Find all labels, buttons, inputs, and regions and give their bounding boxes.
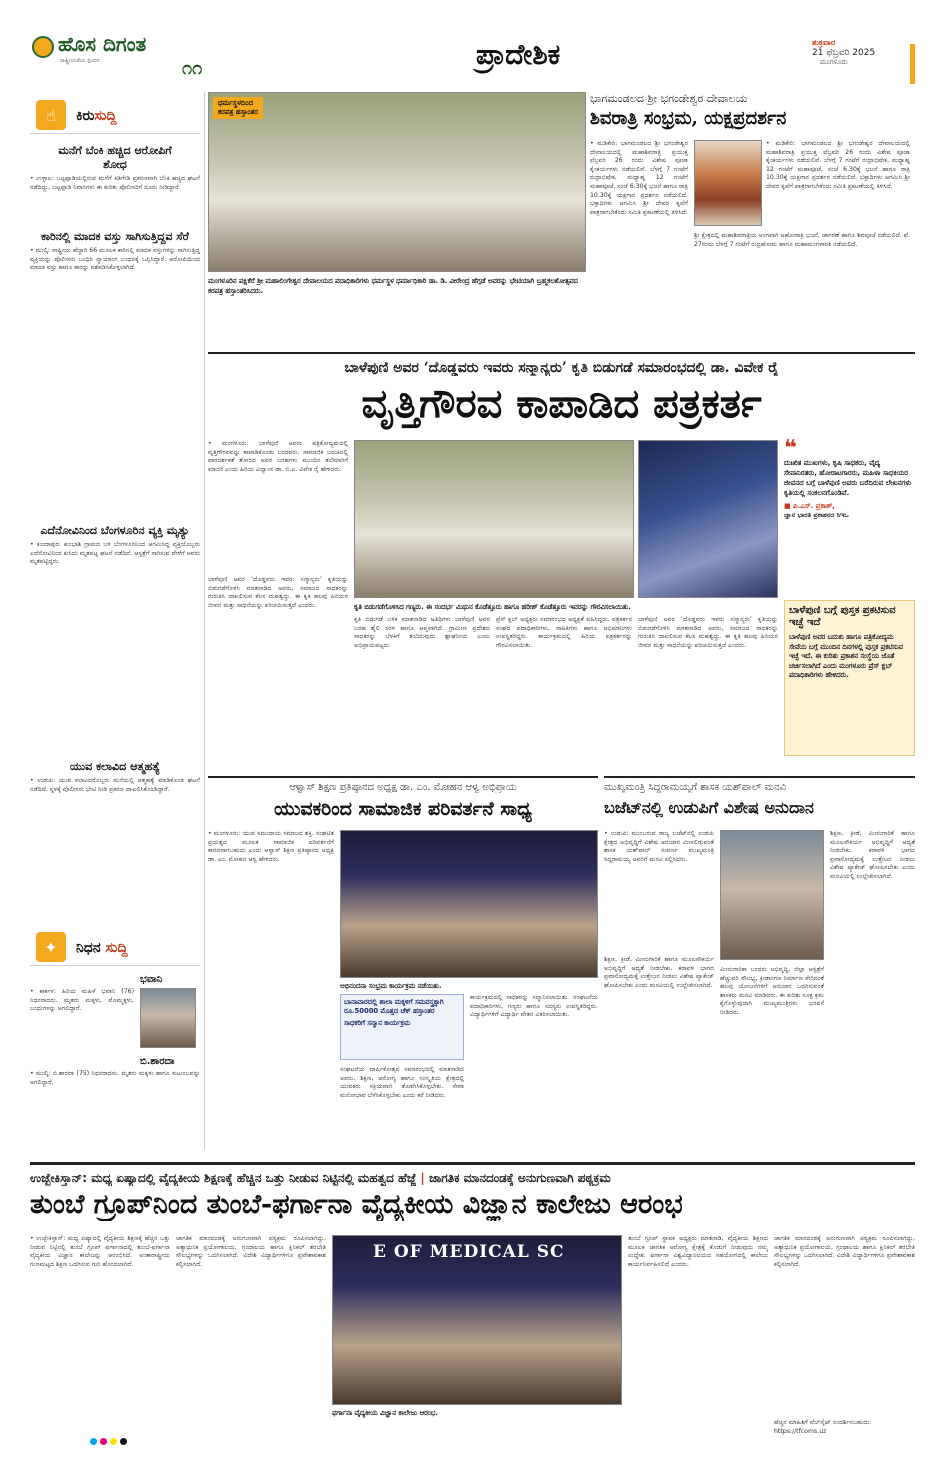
story-body: ಶಿಕ್ಷಣ, ಕ್ರೀಡೆ, ಮೀನುಗಾರಿಕೆ ಹಾಗೂ ಮೂಲಸೌಕರ್ಯ ಅಭಿವೃದ್ಧಿಗೆ ಆದ್ಯತೆ ನೀಡಬೇಕು. ಕರಾವಳಿ ಭಾಗದ ಪ್ರವಾಸೋದ್ಯಮಕ್ಕೆ ಉತ್ತೇಜನ ನೀಡಲು ವಿಶೇಷ ಪ್ಯಾಕೇಜ್ ಘೋಷಿಸಬೇಕು ಎಂದು ಮನವಿಯಲ್ಲಿ ಉಲ್ಲೇಖಿಸಲಾಗಿದೆ. [604, 956, 714, 989]
color-dot [120, 1438, 127, 1445]
kiru-item-body: • ಮುಲ್ಕಿ: ರಾಷ್ಟ್ರೀಯ ಹೆದ್ದಾರಿ 66 ಮೂಲಕ ಕಾರಿನಲ್ಲಿ ಮಾದಕ ವಸ್ತುಗಳನ್ನು ಸಾಗಿಸುತ್ತಿದ್ದ ವ್ಯಕ್ತಿಯನ್ನು ಪೊಲೀಸರು ಬಂಧಿಸಿ ನ್ಯಾಯಾಂಗ ಬಂಧನಕ್ಕೆ ಒಪ್ಪಿಸಿದ್ದಾರೆ. ಆರೋಪಿಯಿಂದ ಮಾದಕ ವಸ್ತು ಹಾಗೂ ಕಾರನ್ನು ವಶಪಡಿಸಿಕೊಳ್ಳಲಾಗಿದೆ. [30, 247, 200, 272]
nidhana-label-a: ನಿಧನ [76, 940, 101, 956]
info-box-title: ಬಾಳೆಪುಣಿ ಬಗ್ಗೆ ಪುಸ್ತಕ ಪ್ರಕಟಿಸುವ ಇಚ್ಛೆ ಇದೆ [789, 605, 896, 628]
story-body: ಶ್ರೀ ಕ್ಷೇತ್ರದಲ್ಲಿ ಮಹಾಶಿವರಾತ್ರಿಯ ಅಂಗವಾಗಿ ಅಹೋರಾತ್ರಿ ಭಜನೆ, ಜಾಗರಣೆ ಹಾಗೂ ಶಿವಪೂಜೆ ನಡೆಯಲಿದೆ. ಫೆ. 27ರಂದು ಬೆಳಗ್ಗೆ 7 ಗಂಟೆಗೆ ರುದ್ರಹೋಮ ಹಾಗೂ ಮಹಾಮಂಗಳಾರತಿ ನಡೆಯಲಿದೆ. [694, 232, 910, 248]
story-kicker-a: ಉಜ್ಬೇಕಿಸ್ತಾನ್: ಮಧ್ಯ ಏಷ್ಯಾದಲ್ಲಿ ವೈದ್ಯಕೀಯ ಶಿಕ್ಷಣಕ್ಕೆ ಹೆಚ್ಚಿನ ಒತ್ತು ನೀಡುವ ನಿಟ್ಟಿನಲ್ಲಿ ಮಹತ್ವದ ಹೆಜ್ಜೆ [30, 1171, 417, 1185]
kiru-item-body: • ಉಡುಪಿ: ಯುವ ಕಲಾವಿದರೊಬ್ಬರು ಮನೆಯಲ್ಲಿ ಆತ್ಮಹತ್ಯೆ ಮಾಡಿಕೊಂಡ ಘಟನೆ ನಡೆದಿದೆ. ಸ್ಥಳಕ್ಕೆ ಪೊಲೀಸರು ಭೇಟಿ ನೀಡಿ ಪ್ರಕರಣ ದಾಖಲಿಸಿಕೊಂಡಿದ್ದಾರೆ. [30, 777, 200, 793]
story-kicker-b: ಜಾಗತಿಕ ಮಾನದಂಡಕ್ಕೆ ಅನುಗುಣವಾಗಿ ಪಠ್ಯಕ್ರಮ [428, 1171, 611, 1185]
story-body: • ಉಜ್ಬೇಕಿಸ್ತಾನ್: ಮಧ್ಯ ಏಷ್ಯಾದಲ್ಲಿ ವೈದ್ಯಕೀಯ ಶಿಕ್ಷಣಕ್ಕೆ ಹೆಚ್ಚಿನ ಒತ್ತು ನೀಡುವ ನಿಟ್ಟಿನಲ್ಲಿ ತುಂಬೆ ಗ್ರೂಪ್ ಫರ್ಗಾನಾದಲ್ಲಿ ತುಂಬೆ-ಫರ್ಗಾನಾ ವೈದ್ಯಕೀಯ ವಿಜ್ಞಾನ ಕಾಲೇಜನ್ನು ಆರಂಭಿಸಿದೆ. ಅಂತಾರಾಷ್ಟ್ರೀಯ ಗುಣಮಟ್ಟದ ಶಿಕ್ಷಣ ಒದಗಿಸುವ ಗುರಿ ಹೊಂದಲಾಗಿದೆ. [30, 1235, 170, 1268]
info-box [784, 600, 915, 756]
main-photo-left [354, 440, 634, 598]
story-body: ಕೃತಿ ಬಿಡುಗಡೆ ಬಳಿಕ ಮಾತನಾಡಿದ ಅತಿಥಿಗಳು ಬಾಳೆಪುಣಿ ಅವರ ಬರಹ ಶೈಲಿ ಸರಳ ಹಾಗೂ ಆಪ್ತವಾಗಿದೆ. ಗ್ರಾಮೀಣ ಪ್ರದೇಶದ ಸಾಧಕರನ್ನು ಬೆಳಕಿಗೆ ತಂದಿರುವುದು ಶ್ಲಾಘನೀಯ ಎಂದು ಅಭಿಪ್ರಾಯಪಟ್ಟರು. [354, 616, 490, 649]
bullet-item: ಸಾಧಕರಿಗೆ ಸನ್ಮಾನ ಕಾರ್ಯಕ್ರಮ [344, 1019, 411, 1027]
story-headline: ಶಿವರಾತ್ರಿ ಸಂಭ್ರಮ, ಯಕ್ಷಪ್ರದರ್ಶನ [590, 108, 787, 129]
story-body: • ಮಂಗಳೂರು: ಯುವ ಸಮುದಾಯ ಸಮಾಜದ ಶಕ್ತಿ. ಸಂಘಟಿತ ಪ್ರಯತ್ನದ ಮೂಲಕ ಸಾಮಾಜಿಕ ಪರಿವರ್ತನೆಗೆ ಕಾರಣರಾಗಬಹುದು ಎಂದು ಆಳ್ವಾಸ್ ಶಿಕ್ಷಣ ಪ್ರತಿಷ್ಠಾನದ ಅಧ್ಯಕ್ಷ ಡಾ. ಎಂ. ಮೋಹನ ಆಳ್ವ ಹೇಳಿದರು. [208, 830, 334, 863]
kiru-item [30, 760, 200, 833]
date-label: 21 ಫೆಬ್ರವರಿ 2025 [812, 48, 876, 58]
kiru-item [30, 524, 200, 761]
story-body: ಜಾಗತಿಕ ಮಾನದಂಡಕ್ಕೆ ಅನುಗುಣವಾಗಿ ಪಠ್ಯಕ್ರಮ ರೂಪಿಸಲಾಗಿದ್ದು, ಅತ್ಯಾಧುನಿಕ ಪ್ರಯೋಗಾಲಯ, ಗ್ರಂಥಾಲಯ ಹಾಗೂ ಕ್ಲಿನಿಕಲ್ ತರಬೇತಿ ಸೌಲಭ್ಯಗಳನ್ನು ಒದಗಿಸಲಾಗಿದೆ. ವಿದೇಶಿ ವಿದ್ಯಾರ್ಥಿಗಳಿಗೂ ಪ್ರವೇಶಾವಕಾಶ ಕಲ್ಪಿಸಲಾಗಿದೆ. [176, 1235, 326, 1268]
kiru-label [76, 108, 117, 124]
story-main [208, 352, 915, 762]
hand-pointer-icon: ☝ [36, 100, 66, 130]
story-body: • ಉಡುಪಿ: ಮುಂಬರುವ ರಾಜ್ಯ ಬಜೆಟ್‌ನಲ್ಲಿ ಉಡುಪಿ ಕ್ಷೇತ್ರದ ಅಭಿವೃದ್ಧಿಗೆ ವಿಶೇಷ ಅನುದಾನ ಮೀಸಲಿಡುವಂತೆ ಶಾಸಕ ಯಶ್‌ಪಾಲ್ ಸುವರ್ಣ ಮುಖ್ಯಮಂತ್ರಿ ಸಿದ್ದರಾಮಯ್ಯ ಅವರಿಗೆ ಮನವಿ ಸಲ್ಲಿಸಿದರು. [604, 830, 714, 863]
nidhana-label-b: ಸುದ್ದಿ [105, 940, 128, 956]
main-photo-right [638, 440, 778, 598]
quote-author: ■ ಪಿ.ಎಸ್. ಪ್ರಕಾಶ್, [784, 502, 835, 510]
page-number: ೧೧ [182, 58, 203, 79]
story-body: ತುಂಬೆ ಗ್ರೂಪ್ ಸ್ಥಾಪಕ ಅಧ್ಯಕ್ಷರು ಮಾತನಾಡಿ, ವೈದ್ಯಕೀಯ ಶಿಕ್ಷಣದ ಮೂಲಕ ಜಾಗತಿಕ ಆರೋಗ್ಯ ಕ್ಷೇತ್ರಕ್ಕೆ ಕೊಡುಗೆ ನೀಡುವುದು ನಮ್ಮ ಉದ್ದೇಶ. ಫರ್ಗಾನಾ ವಿಶ್ವವಿದ್ಯಾನಿಲಯದ ಸಹಯೋಗದಲ್ಲಿ ಕಾಲೇಜು ಕಾರ್ಯನಿರ್ವಹಿಸಲಿದೆ ಎಂದರು. [628, 1235, 768, 1268]
story-lead: • ಮಂಗಳೂರು: ಬಾಳೆಪುಣಿ ಅವರು ಪತ್ರಿಕೋದ್ಯಮದಲ್ಲಿ ವೃತ್ತಿಗೌರವವನ್ನು ಕಾಪಾಡಿಕೊಂಡು ಬಂದವರು. ಸಾಮಾಜಿಕ ಬದುಕಿನಲ್ಲಿ ಪಾರದರ್ಶಕತೆ ತೋರಿದ ಅವರ ಬರಹಗಳು ಮುಂದಿನ ತಲೆಮಾರಿಗೆ ಮಾದರಿ ಎಂದು ಹಿರಿಯ ವಿದ್ವಾಂಸ ಡಾ. ಬಿ.ಎ. ವಿವೇಕ ರೈ ಹೇಳಿದರು. [208, 440, 348, 473]
story-bottom [30, 1162, 915, 1447]
color-dot [110, 1438, 117, 1445]
kiru-item-body: • ಕುಂದಾಪುರ: ಕುಂಭಾಶಿ ಗ್ರಾಮದ ಬಳಿ ಬೆಂಗಳೂರಿನಿಂದ ಆಗಮಿಸಿದ್ದ ವ್ಯಕ್ತಿಯೊಬ್ಬರು ಎದೆನೋವಿನಿಂದ ಕುಸಿದು ಮೃತಪಟ್ಟ ಘಟನೆ ನಡೆದಿದೆ. ಆಸ್ಪತ್ರೆಗೆ ಸಾಗಿಸುವ ವೇಳೆಗೆ ಅವರು ಮೃತಪಟ್ಟಿದ್ದರು. [30, 541, 200, 566]
story-headline: ತುಂಬೆ ಗ್ರೂಪ್‌ನಿಂದ ತುಂಬೆ-ಫರ್ಗಾನಾ ವೈದ್ಯಕೀಯ ವಿಜ್ಞಾನ ಕಾಲೇಜು ಆರಂಭ [30, 1189, 683, 1220]
kiru-item [30, 144, 200, 235]
logo-text: ಹೊಸ ದಿಗಂತ [58, 32, 147, 56]
story-alvas [208, 776, 598, 1156]
story-body: ಕಾರ್ಯಕ್ರಮದಲ್ಲಿ ಸಾಧಕರನ್ನು ಸನ್ಮಾನಿಸಲಾಯಿತು. ಸಂಘಟನೆಯ ಪದಾಧಿಕಾರಿಗಳು, ಗಣ್ಯರು ಹಾಗೂ ಸದಸ್ಯರು ಉಪಸ್ಥಿತರಿದ್ದರು. ವಿದ್ಯಾರ್ಥಿಗಳಿಗೆ ವಿದ್ಯಾರ್ಥಿ ವೇತನ ವಿತರಿಸಲಾಯಿತು. [470, 994, 598, 1019]
quote-text: ದುಃಖಿತ ಮುಖಗಳು, ಕೃಷಿ ಸಾಧಕರು, ವೈದ್ಯ ಸೇವಾನಿರತರು, ಹೋರಾಟಗಾರರು, ಮಹಿಳಾ ಸಾಧಕಿಯರ ಜೀವನದ ಬಗ್ಗೆ ಬಾಳೆಪುಣಿ ಅವರು ಬರೆದಿರುವ ಲೇಖನಗಳು ಕೃತಿಯಲ್ಲಿ ಸಂಕಲನಗೊಂಡಿವೆ. [784, 459, 912, 497]
masthead [30, 32, 915, 90]
story-kicker: ಬಾಳೆಪುಣಿ ಅವರ ‘ದೊಡ್ಡವರು ಇವರು ಸನ್ಮಾನ್ಯರು’ ಕೃತಿ ಬಿಡುಗಡೆ ಸಮಾರಂಭದಲ್ಲಿ ಡಾ. ವಿವೇಕ ರೈ [344, 360, 779, 376]
obituary-photo [140, 988, 196, 1048]
color-dot [100, 1438, 107, 1445]
college-photo [332, 1235, 622, 1405]
color-dot [90, 1438, 97, 1445]
bullet-box [340, 994, 464, 1060]
photo-caption: ಫರ್ಗಾನಾ ವೈದ್ಯಕೀಯ ವಿಜ್ಞಾನ ಕಾಲೇಜು ಆರಂಭ. [332, 1409, 438, 1417]
day-label: ಶುಕ್ರವಾರ [812, 38, 836, 47]
city-label: ಮಂಗಳೂರು [820, 58, 848, 66]
photo-tag-a: ಧರ್ಮಸ್ಥಳದಿಂದ [218, 99, 254, 107]
story-body: ಬಾಳೆಪುಣಿ ಅವರ ‘ದೊಡ್ಡವರು ಇವರು ಸನ್ಮಾನ್ಯರು’ ಕೃತಿಯನ್ನು ಬಿಡುಗಡೆಗೊಳಿಸಿ ಮಾತನಾಡಿದ ಅವರು, ಸಮಾಜದ ಸಾಧಕರನ್ನು ಗುರುತಿಸಿ ದಾಖಲಿಸುವ ಕೆಲಸ ಮಹತ್ವದ್ದು. ಈ ಕೃತಿ ಹಲವು ಹಿರಿಯರ ಜೀವನ ಮತ್ತು ಸಾಧನೆಯನ್ನು ಪರಿಚಯಿಸುತ್ತದೆ ಎಂದರು. [638, 616, 778, 649]
obituary-body: • ಮುಲ್ಕಿ: ಬಿ.ಶಾರದಾ (75) ನಿಧನರಾದರು. ಮೃತರು ಮಕ್ಕಳು ಹಾಗೂ ಕುಟುಂಬವನ್ನು ಅಗಲಿದ್ದಾರೆ. [30, 1070, 200, 1086]
story-headline: ಬಜೆಟ್‌ನಲ್ಲಿ ಉಡುಪಿಗೆ ವಿಶೇಷ ಅನುದಾನ [604, 798, 814, 817]
info-box-body: ಬಾಳೆಪುಣಿ ಅವರ ಬದುಕು ಹಾಗೂ ಪತ್ರಿಕೋದ್ಯಮ ಸೇವೆಯ ಬಗ್ಗೆ ಮುಂದಿನ ದಿನಗಳಲ್ಲಿ ಪುಸ್ತಕ ಪ್ರಕಟಿಸುವ ಇಚ್ಛೆ ಇದೆ. ಈ ಕುರಿತು ಪ್ರಕಾಶನ ಸಂಸ್ಥೆಯ ಜೊತೆ ಚರ್ಚಿಸಲಾಗಿದೆ ಎಂದು ಮಂಗಳೂರು ಪ್ರೆಸ್ ಕ್ಲಬ್ ಪದಾಧಿಕಾರಿಗಳು ಹೇಳಿದರು. [789, 633, 903, 679]
story-kicker: ಆಳ್ವಾಸ್ ಶಿಕ್ಷಣ ಪ್ರತಿಷ್ಠಾನದ ಅಧ್ಯಕ್ಷ ಡಾ. ಎಂ. ಮೋಹನ ಆಳ್ವ ಅಭಿಪ್ರಾಯ [289, 782, 517, 793]
temple-photo [694, 140, 762, 226]
lamp-icon: ✦ [36, 932, 66, 962]
story-body: ಜಾಗತಿಕ ಮಾನದಂಡಕ್ಕೆ ಅನುಗುಣವಾಗಿ ಪಠ್ಯಕ್ರಮ ರೂಪಿಸಲಾಗಿದ್ದು, ಅತ್ಯಾಧುನಿಕ ಪ್ರಯೋಗಾಲಯ, ಗ್ರಂಥಾಲಯ ಹಾಗೂ ಕ್ಲಿನಿಕಲ್ ತರಬೇತಿ ಸೌಲಭ್ಯಗಳನ್ನು ಒದಗಿಸಲಾಗಿದೆ. ವಿದೇಶಿ ವಿದ್ಯಾರ್ಥಿಗಳಿಗೂ ಪ್ರವೇಶಾವಕಾಶ ಕಲ್ಪಿಸಲಾಗಿದೆ. [774, 1235, 915, 1268]
photo-tag-b: ಕರಪತ್ರ ಹಸ್ತಾಂತರ [218, 108, 258, 116]
story-body: ಬಾಳೆಪುಣಿ ಅವರ ‘ದೊಡ್ಡವರು ಇವರು ಸನ್ಮಾನ್ಯರು’ ಕೃತಿಯನ್ನು ಬಿಡುಗಡೆಗೊಳಿಸಿ ಮಾತನಾಡಿದ ಅವರು, ಸಮಾಜದ ಸಾಧಕರನ್ನು ಗುರುತಿಸಿ ದಾಖಲಿಸುವ ಕೆಲಸ ಮಹತ್ವದ್ದು. ಈ ಕೃತಿ ಹಲವು ಹಿರಿಯರ ಜೀವನ ಮತ್ತು ಸಾಧನೆಯನ್ನು ಪರಿಚಯಿಸುತ್ತದೆ ಎಂದರು. [208, 576, 348, 609]
meeting-photo [720, 830, 824, 960]
photo-caption: ಅಭಿನಂದನಾ ಸಂಭ್ರಮ ಕಾರ್ಯಕ್ರಮ ನಡೆಯಿತು. [340, 982, 442, 990]
story-top-photo [208, 92, 586, 350]
obituary-body: • ಕಾರ್ಕಳ: ಹಿರಿಯ ಮಹಿಳೆ ಭವಾನಿ (76) ನಿಧನರಾದರು. ಮೃತರು ಮಕ್ಕಳು, ಮೊಮ್ಮಕ್ಕಳು, ಬಂಧುಗಳನ್ನು ಅಗಲಿದ್ದಾರೆ. [30, 988, 134, 1013]
photo-caption: ಮಂಗಳೂರಿನ ಪಕ್ಷಿಕೆರೆ ಶ್ರೀ ಮಹಾಲಿಂಗೇಶ್ವರ ದೇವಾಲಯದ ಪದಾಧಿಕಾರಿಗಳು ಧರ್ಮಸ್ಥಳ ಧರ್ಮಾಧಿಕಾರಿ ಡಾ. ಡಿ. ವೀರೇಂದ್ರ ಹೆಗ್ಗಡೆ ಅವರನ್ನು ಭೇಟಿಯಾಗಿ ಬ್ರಹ್ಮಕಲಶೋತ್ಸವದ ಕರಪತ್ರ ಹಸ್ತಾಂತರಿಸಿದರು. [208, 277, 578, 295]
story-url: ಹೆಚ್ಚಿನ ಮಾಹಿತಿಗೆ ವೆಬ್‌ಸೈಟ್ ಸಂದರ್ಶಿಸಬಹುದು: https://tfcoms.uz [774, 1419, 872, 1435]
story-body: • ಮಡಿಕೇರಿ: ಭಾಗಮಂಡಲದ ಶ್ರೀ ಭಗಂಡೇಶ್ವರ ದೇವಾಲಯದಲ್ಲಿ ಮಹಾಶಿವರಾತ್ರಿ ಪ್ರಯುಕ್ತ ಫೆಬ್ರವರಿ 26 ರಂದು ವಿಶೇಷ ಪೂಜಾ ಕೈಂಕರ್ಯಗಳು ನಡೆಯಲಿವೆ. ಬೆಳಗ್ಗೆ 7 ಗಂಟೆಗೆ ರುದ್ರಾಭಿಷೇಕ, ಮಧ್ಯಾಹ್ನ 12 ಗಂಟೆಗೆ ಮಹಾಪೂಜೆ, ಸಂಜೆ 6.30ಕ್ಕೆ ಭಜನೆ ಹಾಗೂ ರಾತ್ರಿ 10.30ಕ್ಕೆ ಯಕ್ಷಗಾನ ಪ್ರದರ್ಶನ ನಡೆಯಲಿದೆ. ಭಕ್ತಾದಿಗಳು ಆಗಮಿಸಿ ಶ್ರೀ ದೇವರ ಕೃಪೆಗೆ ಪಾತ್ರರಾಗಬೇಕೆಂದು ಸಮಿತಿ ಪ್ರಕಟಣೆಯಲ್ಲಿ ತಿಳಿಸಿದೆ. [766, 140, 910, 190]
logo-tagline: ರಾಷ್ಟ್ರೀಯತೆಯ ಸ್ಪಂದನ [60, 58, 100, 64]
kiru-item-title: ಕಾರಿನಲ್ಲಿ ಮಾದಕ ವಸ್ತು ಸಾಗಿಸುತ್ತಿದ್ದವ ಸೆರೆ [41, 230, 189, 243]
story-kicker: ಮುಖ್ಯಮಂತ್ರಿ ಸಿದ್ದರಾಮಯ್ಯಗೆ ಶಾಸಕ ಯಶ್‌ಪಾಲ್ ಮನವಿ [604, 782, 787, 793]
kiru-item-title: ಎದೆನೋವಿನಿಂದ ಬೆಂಗಳೂರಿನ ವ್ಯಕ್ತಿ ಮೃತ್ಯು [40, 524, 190, 537]
story-body: ಶಿಕ್ಷಣ, ಕ್ರೀಡೆ, ಮೀನುಗಾರಿಕೆ ಹಾಗೂ ಮೂಲಸೌಕರ್ಯ ಅಭಿವೃದ್ಧಿಗೆ ಆದ್ಯತೆ ನೀಡಬೇಕು. ಕರಾವಳಿ ಭಾಗದ ಪ್ರವಾಸೋದ್ಯಮಕ್ಕೆ ಉತ್ತೇಜನ ನೀಡಲು ವಿಶೇಷ ಪ್ಯಾಕೇಜ್ ಘೋಷಿಸಬೇಕು ಎಂದು ಮನವಿಯಲ್ಲಿ ಉಲ್ಲೇಖಿಸಲಾಗಿದೆ. [830, 830, 915, 880]
bullet-item: ಬಾನಾವಾರದಲ್ಲಿ ಶಾಲಾ ಮಕ್ಕಳಿಗೆ ಸಮವಸ್ತ್ರಕ್ಕಾಗಿ ರೂ.50000 ಮೊತ್ತದ ಚೆಕ್ ಹಸ್ತಾಂತರ [344, 998, 444, 1015]
page-edge-marker [910, 44, 915, 84]
story-kicker: ಭಾಗಮಂಡಲದ ಶ್ರೀ ಭಗಂಡೇಶ್ವರ ದೇವಾಲಯ [590, 92, 748, 105]
news-photo [208, 92, 586, 272]
kiru-suddi-column [30, 92, 200, 832]
pull-quote [784, 436, 915, 590]
story-bhagamandala [590, 92, 915, 350]
kiru-label-b: ಸುದ್ದಿ [94, 108, 117, 124]
nidhana-label [76, 940, 128, 956]
kiru-item-title: ಯುವ ಕಲಾವಿದ ಆತ್ಮಹತ್ಯೆ [69, 760, 161, 773]
nidhana-header [30, 930, 200, 966]
section-title: ಪ್ರಾದೇಶಿಕ [476, 38, 561, 71]
story-kicker [30, 1171, 915, 1186]
kiru-item-title: ಮನೆಗೆ ಬೆಂಕಿ ಹಚ್ಚಿದ ಆರೋಪಿಗೆ ಶೋಧ [58, 144, 172, 171]
story-budget [604, 776, 915, 1156]
quote-mark-icon: ❝ [784, 436, 797, 461]
kiru-item-body: • ಉಳ್ಳಾಲ: ಬಟ್ಟಪ್ಪಾಡಿಯಲ್ಲಿರುವ ಮನೆಗೆ ಕಿಡಿಗೇಡಿ ಪ್ರಕರಣವಾಗಿ ಬೆಂಕಿ ಹಚ್ಚಿದ ಘಟನೆ ನಡೆದಿದ್ದು, ಬಟ್ಟಪ್ಪಾಡಿ ನಿವಾಸಿಗಳು ಈ ಕುರಿತು ಪೊಲೀಸರಿಗೆ ದೂರು ನೀಡಿದ್ದಾರೆ. [30, 175, 200, 191]
quote-author-role: ಜ್ಞಾನ ಭಾರತಿ ಪ್ರಕಾಶನದ ಸಿಇಒ [784, 511, 849, 519]
story-headline: ಯುವಕರಿಂದ ಸಾಮಾಜಿಕ ಪರಿವರ್ತನೆ ಸಾಧ್ಯ [274, 798, 532, 820]
kicker-divider: | [420, 1171, 429, 1185]
kiru-label-a: ಕಿರು [76, 108, 95, 124]
logo-emblem-icon [32, 36, 54, 58]
photo-caption: ಕೃತಿ ಬಿಡುಗಡೆಗೊಳಿಸಿದ ಗಣ್ಯರು. ಈ ಸಂದರ್ಭ ಮಿಥುನ ಕೊಡೆತ್ತೂರು ಹಾಗೂ ಹರೀಶ್ ಕೊಡೆತ್ತೂರು ಇವರನ್ನು ಗೌರವಿಸಲಾಯಿತು. [354, 603, 631, 611]
kiru-header [30, 98, 200, 134]
story-body: • ಮಡಿಕೇರಿ: ಭಾಗಮಂಡಲದ ಶ್ರೀ ಭಗಂಡೇಶ್ವರ ದೇವಾಲಯದಲ್ಲಿ ಮಹಾಶಿವರಾತ್ರಿ ಪ್ರಯುಕ್ತ ಫೆಬ್ರವರಿ 26 ರಂದು ವಿಶೇಷ ಪೂಜಾ ಕೈಂಕರ್ಯಗಳು ನಡೆಯಲಿವೆ. ಬೆಳಗ್ಗೆ 7 ಗಂಟೆಗೆ ರುದ್ರಾಭಿಷೇಕ, ಮಧ್ಯಾಹ್ನ 12 ಗಂಟೆಗೆ ಮಹಾಪೂಜೆ, ಸಂಜೆ 6.30ಕ್ಕೆ ಭಜನೆ ಹಾಗೂ ರಾತ್ರಿ 10.30ಕ್ಕೆ ಯಕ್ಷಗಾನ ಪ್ರದರ್ಶನ ನಡೆಯಲಿದೆ. ಭಕ್ತಾದಿಗಳು ಆಗಮಿಸಿ ಶ್ರೀ ದೇವರ ಕೃಪೆಗೆ ಪಾತ್ರರಾಗಬೇಕೆಂದು ಸಮಿತಿ ಪ್ರಕಟಣೆಯಲ್ಲಿ ತಿಳಿಸಿದೆ. [590, 140, 688, 216]
date-block [812, 38, 912, 67]
story-headline: ವೃತ್ತಿಗೌರವ ಕಾಪಾಡಿದ ಪತ್ರಕರ್ತ [361, 380, 762, 427]
photo-tag [213, 97, 263, 119]
nidhana-suddi-column [30, 926, 200, 1156]
registration-marks [90, 1438, 130, 1446]
banner-text: E OF MEDICAL SC [373, 1242, 565, 1262]
story-body: ಮೀನುಗಾರಿಕಾ ಬಂದರು ಅಭಿವೃದ್ಧಿ, ಜಿಲ್ಲಾ ಆಸ್ಪತ್ರೆಗೆ ಹೆಚ್ಚುವರಿ ಸೌಲಭ್ಯ, ಕ್ರೀಡಾಂಗಣ ನಿರ್ಮಾಣ ಸೇರಿದಂತೆ ಹಲವು ಯೋಜನೆಗಳಿಗೆ ಅನುದಾನ ಒದಗಿಸುವಂತೆ ಶಾಸಕರು ಮನವಿ ಮಾಡಿದರು. ಈ ಕುರಿತು ಸೂಕ್ತ ಕ್ರಮ ಕೈಗೊಳ್ಳುವುದಾಗಿ ಮುಖ್ಯಮಂತ್ರಿಗಳು ಭರವಸೆ ನೀಡಿದರು. [720, 966, 824, 1016]
column-divider [204, 92, 205, 1150]
obituary-name: ಭವಾನಿ [140, 974, 163, 985]
story-body: ಸಂಘಟನೆಯ ವಾರ್ಷಿಕೋತ್ಸವ ಸಮಾರಂಭದಲ್ಲಿ ಮಾತನಾಡಿದ ಅವರು, ಶಿಕ್ಷಣ, ಆರೋಗ್ಯ ಹಾಗೂ ಸಂಸ್ಕೃತಿಯ ಕ್ಷೇತ್ರದಲ್ಲಿ ಯುವಕರು ಸಕ್ರಿಯವಾಗಿ ತೊಡಗಿಸಿಕೊಳ್ಳಬೇಕು. ಸೇವಾ ಮನೋಭಾವ ಬೆಳೆಸಿಕೊಳ್ಳಬೇಕು ಎಂದು ಕರೆ ನೀಡಿದರು. [340, 1066, 464, 1099]
obituary-name: ಬಿ.ಶಾರದಾ [140, 1056, 175, 1067]
story-body: ಪ್ರೆಸ್ ಕ್ಲಬ್ ಅಧ್ಯಕ್ಷರು ಸಮಾರಂಭದ ಅಧ್ಯಕ್ಷತೆ ವಹಿಸಿದ್ದರು. ಪತ್ರಕರ್ತರ ಸಂಘದ ಪದಾಧಿಕಾರಿಗಳು, ಸಾಹಿತಿಗಳು ಹಾಗೂ ಅಭಿಮಾನಿಗಳು ಉಪಸ್ಥಿತರಿದ್ದರು. ಕಾರ್ಯಕ್ರಮದಲ್ಲಿ ಹಿರಿಯ ಪತ್ರಕರ್ತರನ್ನು ಗೌರವಿಸಲಾಯಿತು. [496, 616, 632, 649]
logo-block [32, 32, 232, 84]
kiru-item [30, 230, 200, 517]
event-photo [340, 830, 598, 978]
